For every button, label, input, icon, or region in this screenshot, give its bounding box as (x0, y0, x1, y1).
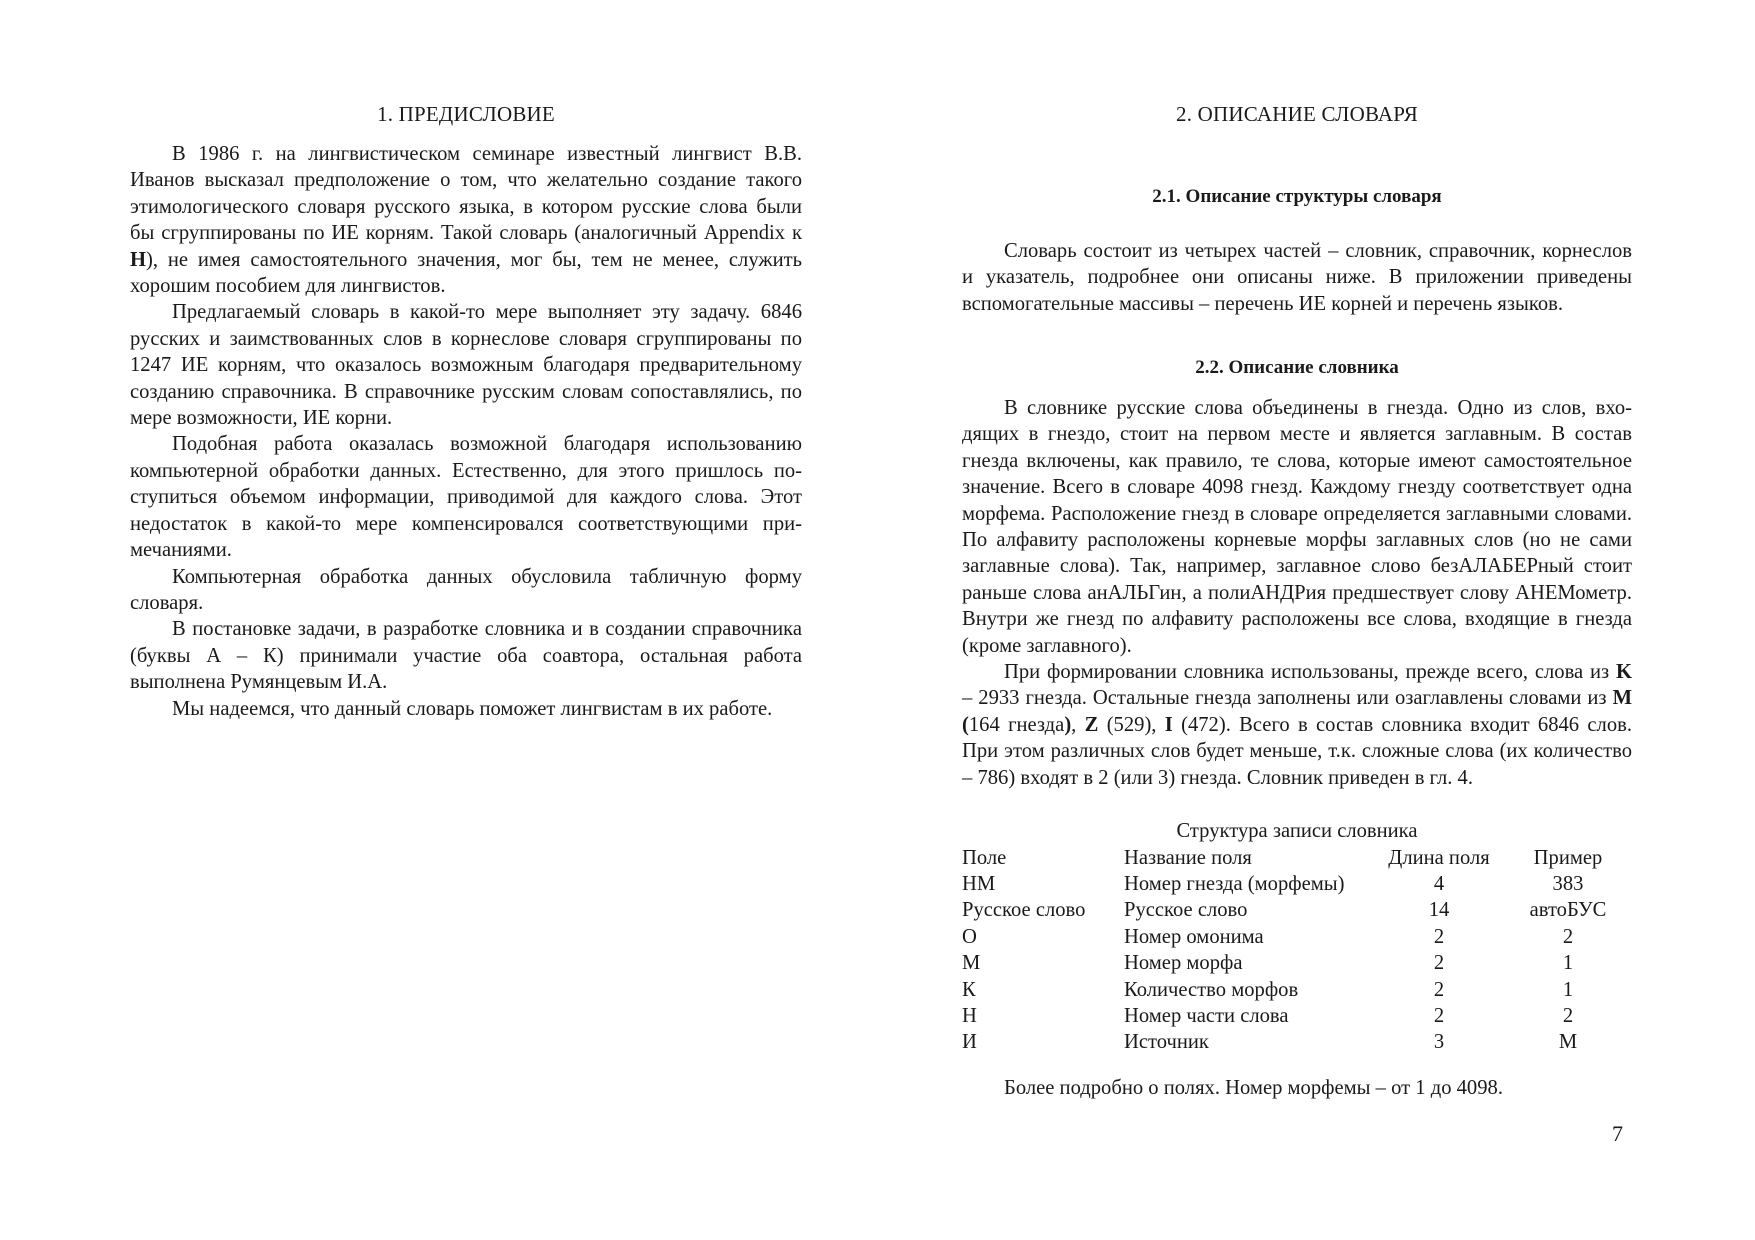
cell-length: 2 (1433, 952, 1445, 975)
fields-note: Более подробно о полях. Номер морфемы – от 1 до 4098. (1004, 1077, 1503, 1099)
table-row (962, 1030, 1632, 1056)
cell-field: М (962, 952, 981, 975)
cell-length: 14 (1428, 899, 1450, 922)
cell-name: Номер гнезда (морфемы) (1124, 873, 1345, 896)
record-structure-table (962, 845, 1632, 1056)
bold-run: ) (1064, 713, 1072, 736)
wordlist-body (962, 395, 1632, 791)
cell-length: 2 (1433, 978, 1445, 1001)
cell-length: 2 (1433, 1005, 1445, 1028)
cell-name: Русское слово (1124, 899, 1248, 922)
bold-run: K (1615, 661, 1632, 684)
wordlist-paragraph: При формировании словника использованы, прежде всего, слова из K – 2933 гнезда. Остальные гнезда заполнены или озаглавлены словами из M (164 гнезда), Z (529), I (472). Всего в состав словника входит 6846 слов. При этом различных слов будет меньше, т.к. сложные слова (их количество – 786) входят в 2 (или 3) гнезда. Словник приведен в гл. 4. (962, 661, 1633, 789)
preface-paragraph: Мы надеемся, что данный словарь поможет лингвистам в их работе. (172, 697, 773, 720)
column-header-length: Длина поля (1388, 846, 1490, 869)
structure-body (962, 238, 1632, 317)
table-row (962, 951, 1632, 977)
preface-paragraph: В 1986 г. на лингвистическом семинаре известный лингвист В.В. Иванов высказал предположение о том, что желательно создание такого этимологического словаря русского языка, в котором русские слова были бы сгруппированы по ИЕ корням. Такой словарь (аналогичный Appendix к H), не имея самостоятельного значения, мог бы, тем не менее, служить хорошим пособием для лингвистов. (130, 143, 802, 298)
chapter-title-description: 2. ОПИСАНИЕ СЛОВАРЯ (1176, 102, 1418, 126)
bold-run: M ( (962, 687, 1632, 736)
cell-example: автоБУС (1529, 899, 1607, 922)
cell-name: Количество морфов (1124, 978, 1299, 1001)
chapter-title-preface: 1. ПРЕДИСЛОВИЕ (377, 102, 555, 126)
cell-field: И (962, 1031, 977, 1054)
preface-paragraph: Предлагаемый словарь в какой-то мере выполняет эту задачу. 6846 русских и заимствованных слов в корнеслове словаря сгруппированы по 1247 ИЕ корням, что оказалось возможным благодаря предварительному созданию справочника. В справочнике русским словам сопоставлялись, по мере возможности, ИЕ корни. (130, 301, 802, 430)
table-row (962, 1003, 1632, 1029)
cell-example: 2 (1562, 925, 1574, 948)
section-heading-structure: 2.1. Описание структуры словаря (1152, 186, 1442, 207)
cell-example: 383 (1552, 873, 1584, 896)
preface-body (130, 141, 802, 722)
wordlist-paragraph: В словнике русские слова объединены в гнезда. Одно из слов, входящих в гнездо, стоит на первом месте и является заглавным. В состав гнезда включены, как правило, те слова, которые имеют самостоятельное значение. Всего в словаре 4098 гнезд. Каждому гнезду соответствует одна морфема. Расположение гнезд в словаре определяется заглавными словами. По алфавиту расположены корневые морфы заглавных слов (но не сами заглавные слова). Так, например, заглавное слово безАЛАБЕРный стоит раньше слова анАЛЬГин, а полиАНДРия предшествует слову АНЕМометр. Внутри же гнезд по алфавиту расположены все слова, входящие в гнезда (кроме заглавного). (962, 397, 1632, 657)
cell-field: К (962, 978, 976, 1001)
cell-example: 1 (1562, 978, 1574, 1001)
column-header-example: Пример (1533, 846, 1603, 869)
preface-paragraph: В постановке задачи, в разработке словника и в создании справочника (буквы А – К) принимали участие оба соавтора, остальная работа выполнена Румянцевым И.А. (130, 618, 802, 694)
bold-run: I (1164, 713, 1173, 736)
column-header-field: Поле (962, 846, 1007, 869)
table-row (962, 871, 1632, 897)
cell-name: Номер морфа (1124, 952, 1243, 975)
cell-example: 1 (1562, 952, 1574, 975)
cell-length: 3 (1433, 1031, 1445, 1054)
preface-paragraph: Компьютерная обработка данных обусловила табличную форму словаря. (130, 565, 802, 614)
preface-paragraph: Подобная работа оказалась возможной благодаря использованию компьютерной обработки данных. Естественно, для этого пришлось поступиться объемом информации, приводимой для каждого слова. Этот недостаток в какой-то мере компенсировался соответствующими примечаниями. (130, 433, 802, 562)
table-row (962, 977, 1632, 1003)
cell-name: Номер части слова (1124, 1005, 1289, 1028)
section-heading-wordlist: 2.2. Описание словника (1195, 357, 1399, 378)
cell-field: Н (962, 1005, 977, 1028)
bold-run: H (130, 248, 147, 271)
structure-paragraph: Словарь состоит из четырех частей – словник, справочник, корнеслов и указатель, подробнее они описаны ниже. В приложении приведены вспомогательные массивы – перечень ИЕ корней и перечень языков. (962, 240, 1632, 315)
table-header-row (962, 845, 1632, 871)
cell-example: 2 (1562, 1005, 1574, 1028)
cell-length: 4 (1433, 873, 1445, 896)
cell-field: О (962, 925, 977, 948)
table-caption: Структура записи словника (1176, 820, 1418, 842)
table-row (962, 898, 1632, 924)
bold-run: Z (1084, 713, 1099, 736)
page-number: 7 (1612, 1121, 1623, 1146)
cell-length: 2 (1433, 925, 1445, 948)
cell-name: Номер омонима (1124, 925, 1264, 948)
cell-field: Русское слово (962, 899, 1086, 922)
cell-example: М (1558, 1031, 1578, 1054)
column-header-name: Название поля (1124, 846, 1252, 869)
table-row (962, 924, 1632, 950)
cell-field: НМ (962, 873, 996, 896)
cell-name: Источник (1124, 1031, 1209, 1054)
